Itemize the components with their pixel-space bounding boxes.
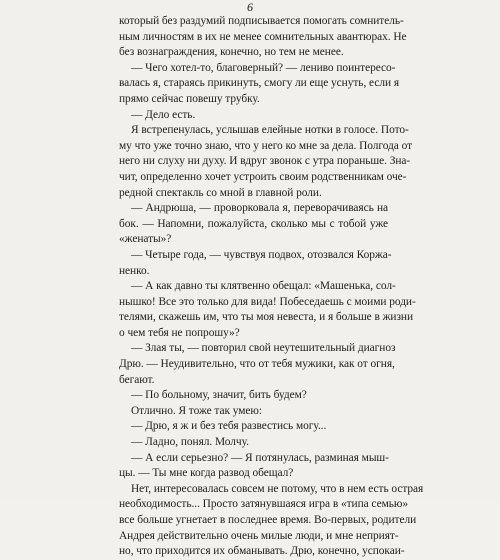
text-line: — Чего хотел-то, благоверный? — лениво поинтересо- xyxy=(131,61,396,74)
text-line: — А как давно ты клятвенно обещал: «Машенька, сол- xyxy=(131,280,396,293)
text-line: ненко. xyxy=(119,264,150,277)
text-line: цы. — Ты мне когда развод обещал? xyxy=(119,467,294,480)
text-line: Отлично. Я тоже так умею: xyxy=(131,404,263,417)
text-line: — По больному, значит, бить будем? xyxy=(131,389,307,402)
text-line: него ни слуху ни духу. И вдруг звонок с утра пораньше. Зна- xyxy=(119,155,411,168)
text-line: ным личностям в их не менее сомнительных авантюрах. Не xyxy=(119,30,407,43)
text-line: все больше угнетает в последнее время. Во-первых, родители xyxy=(119,514,417,526)
text-line: валась я, стараясь прикинуть, смогу ли еще уснуть, если я xyxy=(119,77,400,90)
text-line: телями, скажешь им, что ты моя невеста, и я больше в жизни xyxy=(119,311,414,324)
text-line: без вознаграждения, конечно, но тем не менее. xyxy=(119,46,344,59)
text-line: Нет, интересовалась совсем не потому, что в нем есть острая xyxy=(131,482,424,495)
text-line: му что уже точно знаю, что у него ко мне за дела. Полгода от xyxy=(119,139,413,152)
text-line: — Дело есть. xyxy=(131,108,196,121)
page-number: 6 xyxy=(247,0,253,14)
text-line: о чем тебя не попрошу»? xyxy=(119,326,240,339)
text-line: который без раздумий подписывается помогать сомнитель- xyxy=(119,15,404,27)
text-line: бок. — Напомни, пожалуйста, сколько мы с тобой уже xyxy=(119,217,388,230)
text-line: необходимость... Просто затянувшаяся игра в «типа семью» xyxy=(119,498,408,511)
text-line: нышко! Все это только для вида! Побеседаешь с моими роди- xyxy=(119,295,416,308)
text-line: Андрея действительно очень милые люди, и мне неприят- xyxy=(119,529,399,542)
text-line: Дрю. — Неудивительно, что от тебя мужики, как от огня, xyxy=(119,358,395,371)
text-line: редной спектакль со мной в главной роли. xyxy=(119,186,322,199)
text-line: чит, определенно хочет устроить своим родственникам оче- xyxy=(119,170,407,183)
text-line: — Ладно, понял. Молчу. xyxy=(131,436,249,449)
text-line: — А если серьезно? — Я потянулась, разминая мыш- xyxy=(131,451,389,464)
text-line: — Злая ты, — повторил свой неутешительный диагноз xyxy=(131,342,396,355)
text-line: «женаты»? xyxy=(119,233,172,246)
text-line: прямо сейчас повешу трубку. xyxy=(119,92,260,105)
text-line: Я встрепенулась, услышав елейные нотки в голосе. Пото- xyxy=(131,124,409,137)
text-line: — Дрю, я ж и без тебя развестись могу... xyxy=(131,420,327,433)
text-line: — Андрюша, — проворковала я, переворачиваясь на xyxy=(131,202,388,215)
text-line: но, что приходится их обманывать. Дрю, конечно, успокаи- xyxy=(119,545,405,558)
text-line: — Четыре года, — чувствуя подвох, отозвался Коржа- xyxy=(131,248,392,261)
body-text xyxy=(119,14,424,560)
text-line: бегают. xyxy=(119,373,155,386)
